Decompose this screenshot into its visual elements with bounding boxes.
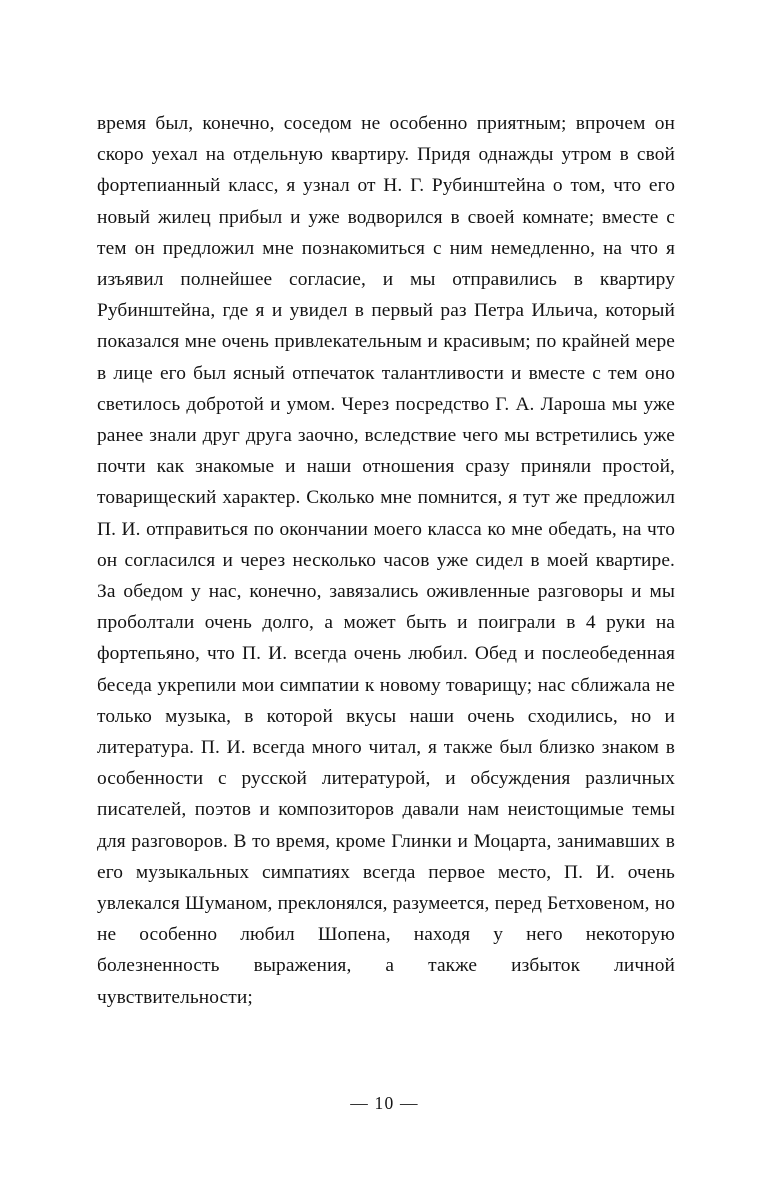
page-text-block (97, 108, 675, 1013)
page-number: — 10 — (350, 1093, 419, 1113)
body-paragraph: время был, конечно, соседом не особенно приятным; впрочем он скоро уехал на отдельную квартиру. Придя однажды утром в свой фортепианный класс, я узнал от Н. Г. Рубинштейна о том, что его новый жилец прибыл и уже водворился в своей комнате; вместе с тем он предложил мне познакомиться с ним немедленно, на что я изъявил полнейшее согласие, и мы отправились в квартиру Рубинштейна, где я и увидел в первый раз Петра Ильича, который показался мне очень привлекательным и красивым; по крайней мере в лице его был ясный отпечаток талантливости и вместе с тем оно светилось добротой и умом. Через посредство Г. А. Лароша мы уже ранее знали друг друга заочно, вследствие чего мы встретились уже почти как знакомые и наши отношения сразу приняли простой, товарищеский характер. Сколько мне помнится, я тут же предложил П. И. отправиться по окончании моего класса ко мне обедать, на что он согласился и через несколько часов уже сидел в моей квартире. За обедом у нас, конечно, завязались оживленные разговоры и мы проболтали очень долго, а может быть и поиграли в 4 руки на фортепьяно, что П. И. всегда очень любил. Обед и послеобеденная беседа укрепили мои симпатии к новому товарищу; нас сближала не только музыка, в которой вкусы наши очень сходились, но и литература. П. И. всегда много читал, я также был близко знаком в особенности с русской литературой, и обсуждения различных писателей, поэтов и композиторов давали нам неистощимые темы для разговоров. В то время, кроме Глинки и Моцарта, занимавших в его музыкальных симпатиях всегда первое место, П. И. очень увлекался Шуманом, преклонялся, разумеется, перед Бетховеном, но не особенно любил Шопена, находя у него некоторую болезненность выражения, а также избыток личной чувствительности; (97, 113, 675, 1008)
